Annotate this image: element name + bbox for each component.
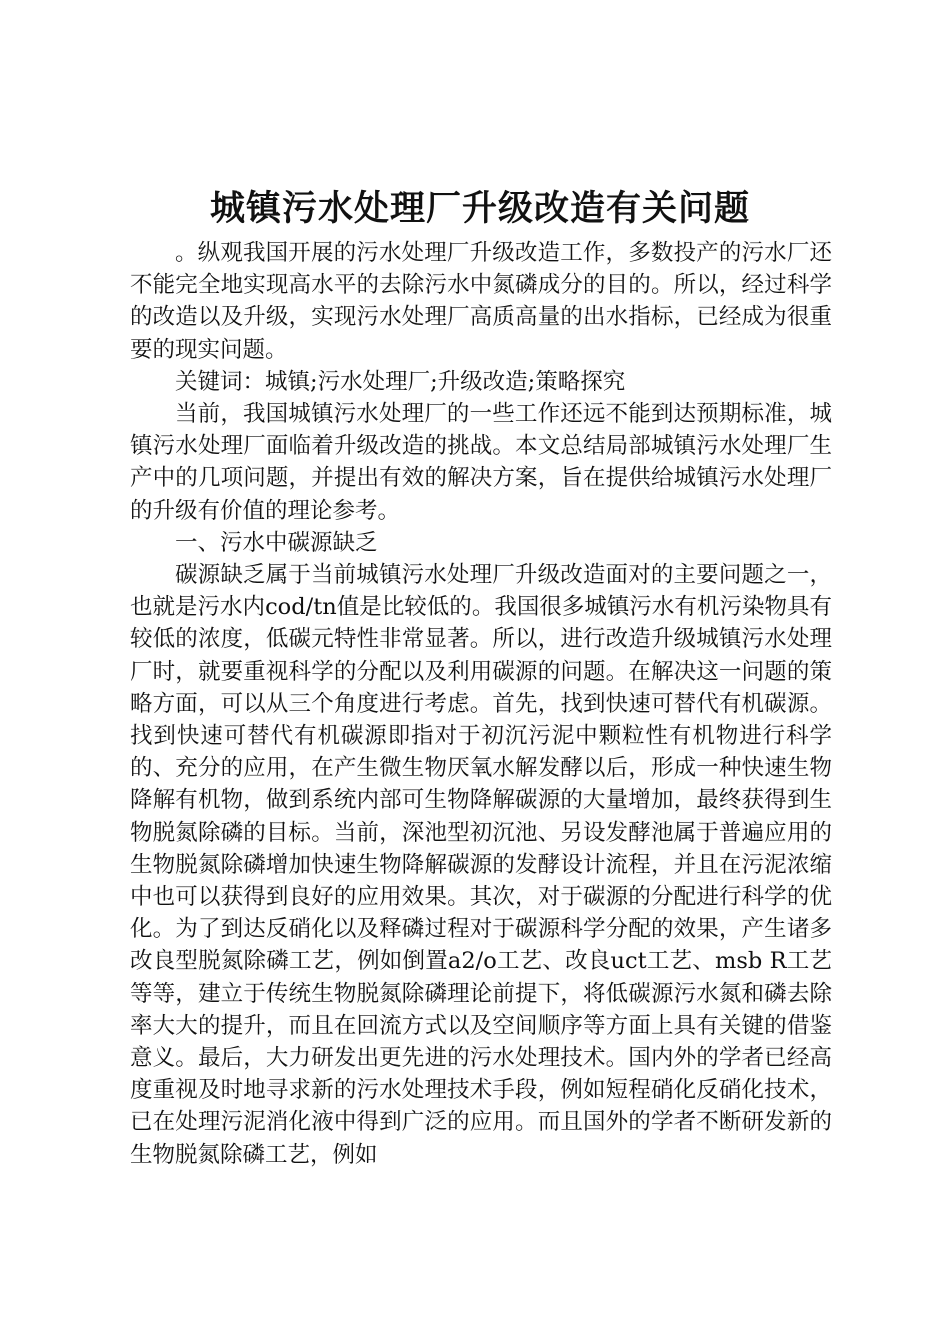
- page-title: 城镇污水处理厂升级改造有关问题: [209, 188, 750, 229]
- intro-paragraph: 当前，我国城镇污水处理厂的一些工作还远不能到达预期标准，城镇污水处理厂面临着升级改造的挑战。本文总结局部城镇污水处理厂生产中的几项问题，并提出有效的解决方案，旨在提供给城镇污水处理厂的升级有价值的理论参考。: [130, 401, 832, 524]
- body-paragraph: 碳源缺乏属于当前城镇污水处理厂升级改造面对的主要问题之一，也就是污水内cod/tn值是比较低的。我国很多城镇污水有机污染物具有较低的浓度，低碳元特性非常显著。所以，进行改造升级城镇污水处理厂时，就要重视科学的分配以及利用碳源的问题。在解决这一问题的策略方面，可以从三个角度进行考虑。首先，找到快速可替代有机碳源。找到快速可替代有机碳源即指对于初沉污泥中颗粒性有机物进行科学的、充分的应用，在产生微生物厌氧水解发酵以后，形成一种快速生物降解有机物，做到系统内部可生物降解碳源的大量增加，最终获得到生物脱氮除磷的目标。当前，深池型初沉池、另设发酵池属于普遍应用的生物脱氮除磷增加快速生物降解碳源的发酵设计流程，并且在污泥浓缩中也可以获得到良好的应用效果。其次，对于碳源的分配进行科学的优化。为了到达反硝化以及释磷过程对于碳源科学分配的效果，产生诸多改良型脱氮除磷工艺，例如倒置a2/o工艺、改良uct工艺、msb R工艺等等，建立于传统生物脱氮除磷理论前提下，将低碳源污水氮和磷去除率大大的提升，而且在回流方式以及空间顺序等方面上具有关键的借鉴意义。最后，大力研发出更先进的污水处理技术。国内外的学者已经高度重视及时地寻求新的污水处理技术手段，例如短程硝化反硝化技术，已在处理污泥消化液中得到广泛的应用。而且国外的学者不断研发新的生物脱氮除磷工艺，例如: [130, 562, 832, 1168]
- section-heading: 一、污水中碳源缺乏: [175, 529, 378, 556]
- document-body: [130, 237, 832, 1171]
- keywords-line: 关键词：城镇;污水处理厂;升级改造;策略探究: [175, 368, 626, 395]
- abstract-paragraph: 。纵观我国开展的污水处理厂升级改造工作，多数投产的污水厂还不能完全地实现高水平的去除污水中氮磷成分的目的。所以，经过科学的改造以及升级，实现污水处理厂高质高量的出水指标，已经成为很重要的现实问题。: [130, 240, 832, 363]
